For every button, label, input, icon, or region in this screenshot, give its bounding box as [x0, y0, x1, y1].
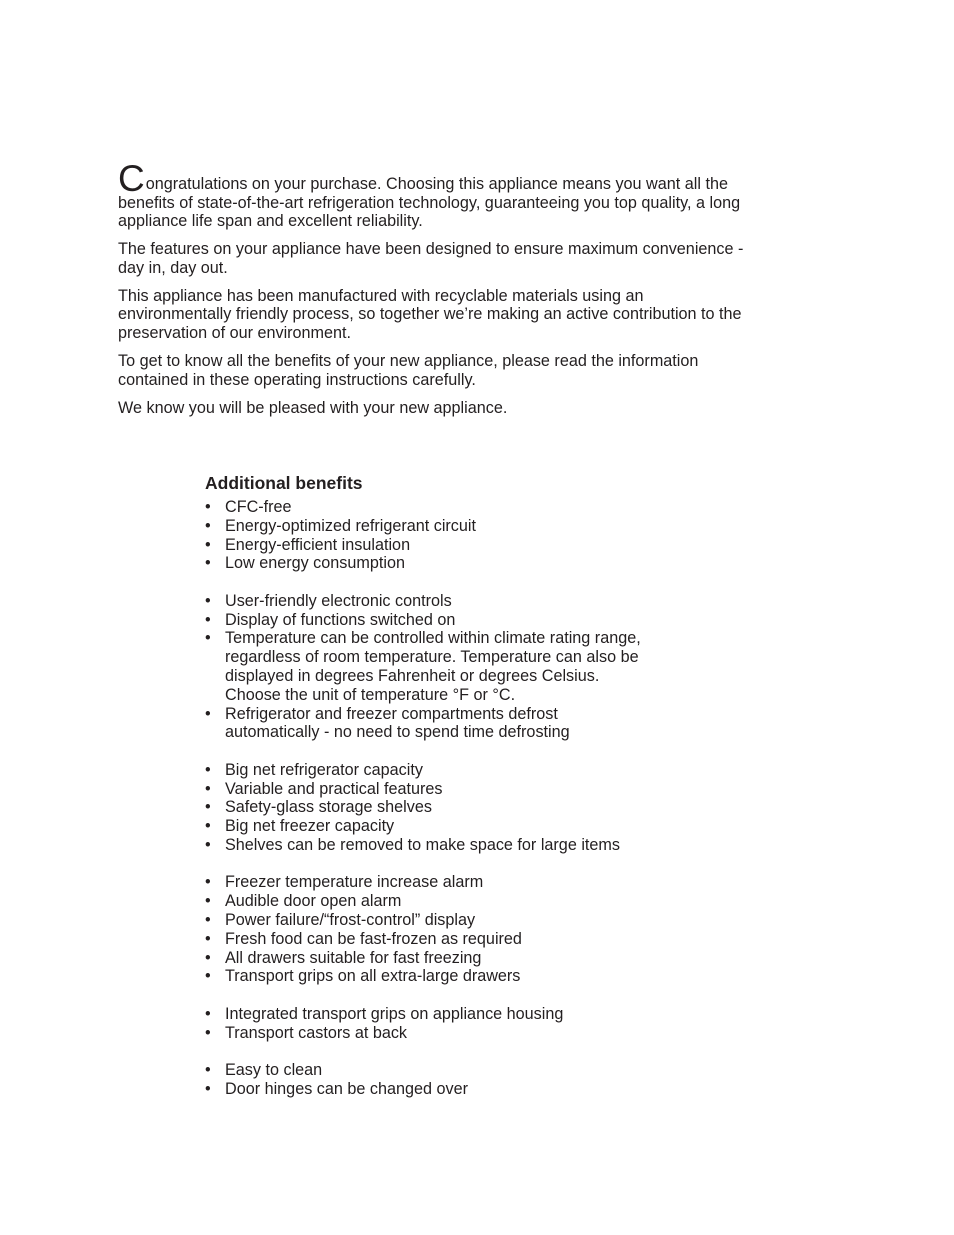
list-item-text: Door hinges can be changed over [225, 1079, 468, 1098]
bullet-icon: • [205, 760, 211, 779]
list-item-text: Low energy consumption [225, 554, 405, 573]
list-item [205, 517, 765, 536]
list-item-text: Fresh food can be fast-frozen as required [225, 929, 522, 948]
list-item [205, 705, 605, 743]
additional-benefits-section [205, 472, 765, 1117]
intro-section [118, 158, 748, 426]
list-item-text: Refrigerator and freezer compartments defrost automatically - no need to spend time defrosting [225, 704, 570, 742]
benefits-title: Additional benefits [205, 473, 363, 493]
list-item [205, 554, 765, 573]
list-item [205, 761, 765, 780]
list-item [205, 798, 765, 817]
bullet-icon: • [205, 516, 211, 535]
list-item [205, 817, 765, 836]
list-item [205, 911, 765, 930]
list-item-text: Transport castors at back [225, 1023, 408, 1042]
list-item [205, 873, 765, 892]
list-item-text: Variable and practical features [225, 779, 443, 798]
bullet-icon: • [205, 967, 211, 986]
list-item-text: Energy-efficient insulation [225, 535, 411, 554]
list-item [205, 629, 645, 704]
bullet-icon: • [205, 554, 211, 573]
list-item [205, 892, 765, 911]
intro-paragraph-1-text: ongratulations on your purchase. Choosing this appliance means you want all the benefits of state-of-the-art refrigeration technology, guaranteeing you top quality, a long appliance life span and excellent reliability. [118, 175, 741, 231]
bullet-icon: • [205, 610, 211, 629]
bullet-icon: • [205, 779, 211, 798]
list-item-text: Energy-optimized refrigerant circuit [225, 516, 477, 535]
bullet-icon: • [205, 1023, 211, 1042]
list-item-text: Big net refrigerator capacity [225, 760, 423, 779]
list-item-text: Freezer temperature increase alarm [225, 873, 484, 892]
list-item-text: Safety-glass storage shelves [225, 798, 432, 817]
list-item-text: Audible door open alarm [225, 892, 402, 911]
list-item [205, 930, 765, 949]
bullet-icon: • [205, 835, 211, 854]
intro-paragraph-4: To get to know all the benefits of your new appliance, please read the information contained in these operating instructions carefully. [118, 351, 699, 389]
list-item [205, 592, 765, 611]
bullet-icon: • [205, 798, 211, 817]
list-item [205, 1024, 765, 1043]
intro-paragraph-2: The features on your appliance have been designed to ensure maximum convenience - day in, day out. [118, 240, 744, 277]
list-item [205, 949, 765, 968]
benefits-group-environment [205, 498, 765, 573]
bullet-icon: • [205, 498, 211, 516]
list-item-text: Display of functions switched on [225, 610, 456, 629]
bullet-icon: • [205, 1079, 211, 1098]
bullet-icon: • [205, 948, 211, 967]
bullet-icon: • [205, 704, 211, 723]
bullet-icon: • [205, 629, 211, 648]
list-item [205, 498, 765, 517]
bullet-icon: • [205, 929, 211, 948]
list-item [205, 967, 765, 986]
list-item-text: Temperature can be controlled within climate rating range, regardless of room temperature. Temperature can also be displayed in degrees Fahrenheit or degrees Celsius. Choose the unit of temperature °F or °C. [225, 629, 641, 704]
list-item-text: Integrated transport grips on appliance housing [225, 1004, 564, 1023]
bullet-icon: • [205, 873, 211, 892]
bullet-icon: • [205, 1004, 211, 1023]
benefits-group-capacity [205, 761, 765, 855]
list-item [205, 1005, 765, 1024]
benefits-group-alarms [205, 873, 765, 986]
list-item [205, 836, 765, 855]
benefits-group-controls [205, 592, 765, 742]
list-item [205, 1061, 765, 1080]
bullet-icon: • [205, 910, 211, 929]
intro-paragraph-1 [118, 158, 748, 231]
list-item-text: User-friendly electronic controls [225, 591, 452, 610]
list-item [205, 780, 765, 799]
bullet-icon: • [205, 591, 211, 610]
list-item-text: Shelves can be removed to make space for large items [225, 835, 620, 854]
bullet-icon: • [205, 817, 211, 836]
list-item-text: Power failure/“frost-control” display [225, 910, 476, 929]
list-item [205, 536, 765, 555]
benefits-group-transport [205, 1005, 765, 1043]
list-item-text: Easy to clean [225, 1060, 323, 1079]
benefits-group-maintenance [205, 1061, 765, 1099]
list-item-text: CFC-free [225, 498, 292, 516]
list-item [205, 611, 765, 630]
drop-cap: C [118, 158, 145, 199]
bullet-icon: • [205, 1060, 211, 1079]
list-item [205, 1080, 765, 1099]
intro-paragraph-3: This appliance has been manufactured with recyclable materials using an environmentally friendly process, so together we’re making an active contribution to the preservation of our environment. [118, 286, 742, 342]
bullet-icon: • [205, 892, 211, 911]
list-item-text: Transport grips on all extra-large drawers [225, 967, 521, 986]
bullet-icon: • [205, 535, 211, 554]
list-item-text: All drawers suitable for fast freezing [225, 948, 482, 967]
intro-paragraph-5: We know you will be pleased with your new appliance. [118, 398, 508, 417]
list-item-text: Big net freezer capacity [225, 817, 395, 836]
